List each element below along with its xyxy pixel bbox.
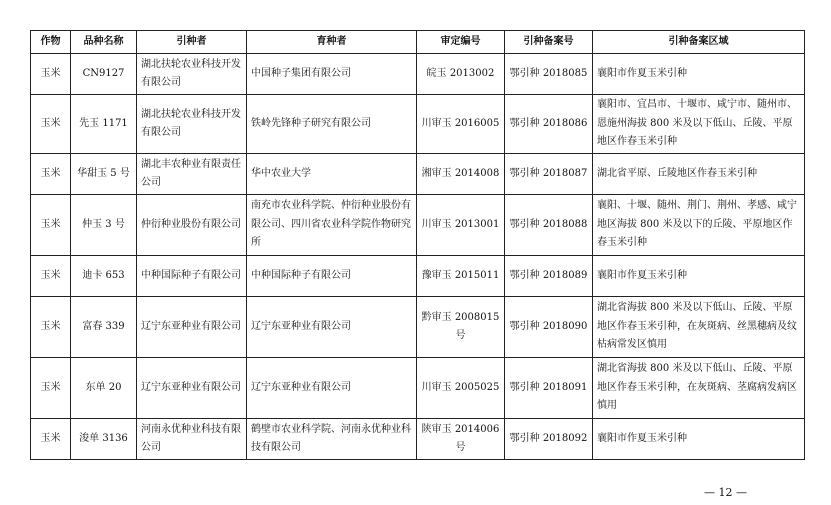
- cell-crop: 玉米: [31, 256, 71, 297]
- cell-crop: 玉米: [31, 419, 71, 460]
- cell-filing-region: 襄阳市、宜昌市、十堰市、咸宁市、随州市、恩施州海拔 800 米及以下低山、丘陵、平原地区作春玉米引种: [593, 95, 805, 154]
- cell-approval-number: 川审玉 2005025: [417, 358, 505, 419]
- cell-variety-name: CN9127: [71, 54, 137, 95]
- cell-breeder: 中种国际种子有限公司: [247, 256, 417, 297]
- cell-crop: 玉米: [31, 195, 71, 256]
- table-header-row: [31, 31, 805, 54]
- header-introducer: 引种者: [137, 31, 247, 54]
- header-filing-region: 引种备案区域: [593, 31, 805, 54]
- cell-introducer: 仲衍种业股份有限公司: [137, 195, 247, 256]
- cell-introducer: 辽宁东亚种业有限公司: [137, 297, 247, 358]
- cell-filing-number: 鄂引种 2018090: [505, 297, 593, 358]
- cell-introducer: 湖北扶轮农业科技开发有限公司: [137, 95, 247, 154]
- cell-breeder: 中国种子集团有限公司: [247, 54, 417, 95]
- cell-breeder: 辽宁东亚种业有限公司: [247, 297, 417, 358]
- cell-filing-number: 鄂引种 2018089: [505, 256, 593, 297]
- cell-breeder: 华中农业大学: [247, 154, 417, 195]
- cell-filing-region: 襄阳市作夏玉米引种: [593, 256, 805, 297]
- cell-variety-name: 仲玉 3 号: [71, 195, 137, 256]
- cell-filing-region: 湖北省平原、丘陵地区作春玉米引种: [593, 154, 805, 195]
- cell-variety-name: 华甜玉 5 号: [71, 154, 137, 195]
- cell-filing-region: 襄阳市作夏玉米引种: [593, 54, 805, 95]
- table-row: [31, 358, 805, 419]
- cell-variety-name: 浚单 3136: [71, 419, 137, 460]
- header-approval-number: 审定编号: [417, 31, 505, 54]
- table-row: [31, 95, 805, 154]
- table-row: [31, 154, 805, 195]
- cell-introducer: 辽宁东亚种业有限公司: [137, 358, 247, 419]
- cell-introducer: 河南永优种业科技有限公司: [137, 419, 247, 460]
- table-row: [31, 54, 805, 95]
- cell-variety-name: 迪卡 653: [71, 256, 137, 297]
- cell-approval-number: 陕审玉 2014006 号: [417, 419, 505, 460]
- cell-filing-number: 鄂引种 2018092: [505, 419, 593, 460]
- cell-crop: 玉米: [31, 95, 71, 154]
- header-crop: 作物: [31, 31, 71, 54]
- cell-approval-number: 湘审玉 2014008: [417, 154, 505, 195]
- header-filing-number: 引种备案号: [505, 31, 593, 54]
- cell-approval-number: 豫审玉 2015011: [417, 256, 505, 297]
- cell-filing-region: 湖北省海拔 800 米及以下低山、丘陵、平原地区作春玉米引种，在灰斑病、茎腐病发病区慎用: [593, 358, 805, 419]
- cell-approval-number: 川审玉 2016005: [417, 95, 505, 154]
- cell-filing-number: 鄂引种 2018088: [505, 195, 593, 256]
- cell-variety-name: 先玉 1171: [71, 95, 137, 154]
- cell-crop: 玉米: [31, 297, 71, 358]
- cell-introducer: 湖北丰农种业有限责任公司: [137, 154, 247, 195]
- cell-filing-number: 鄂引种 2018085: [505, 54, 593, 95]
- header-breeder: 育种者: [247, 31, 417, 54]
- seed-registration-table: [30, 30, 805, 460]
- cell-crop: 玉米: [31, 154, 71, 195]
- cell-breeder: 南充市农业科学院、仲衍种业股份有限公司、四川省农业科学院作物研究所: [247, 195, 417, 256]
- cell-approval-number: 川审玉 2013001: [417, 195, 505, 256]
- cell-filing-number: 鄂引种 2018086: [505, 95, 593, 154]
- table-row: [31, 256, 805, 297]
- cell-approval-number: 皖玉 2013002: [417, 54, 505, 95]
- table-row: [31, 419, 805, 460]
- cell-breeder: 鹤壁市农业科学院、河南永优种业科技有限公司: [247, 419, 417, 460]
- cell-introducer: 湖北扶轮农业科技开发有限公司: [137, 54, 247, 95]
- header-variety-name: 品种名称: [71, 31, 137, 54]
- cell-crop: 玉米: [31, 54, 71, 95]
- cell-breeder: 辽宁东亚种业有限公司: [247, 358, 417, 419]
- cell-crop: 玉米: [31, 358, 71, 419]
- page-number: — 12 —: [704, 486, 747, 499]
- cell-introducer: 中种国际种子有限公司: [137, 256, 247, 297]
- cell-breeder: 铁岭先锋种子研究有限公司: [247, 95, 417, 154]
- cell-variety-name: 东单 20: [71, 358, 137, 419]
- cell-filing-number: 鄂引种 2018087: [505, 154, 593, 195]
- cell-filing-region: 湖北省海拔 800 米及以下低山、丘陵、平原地区作春玉米引种，在灰斑病、丝黑穗病及纹枯病常发区慎用: [593, 297, 805, 358]
- cell-filing-number: 鄂引种 2018091: [505, 358, 593, 419]
- table-row: [31, 195, 805, 256]
- cell-approval-number: 黔审玉 2008015 号: [417, 297, 505, 358]
- table-row: [31, 297, 805, 358]
- cell-filing-region: 襄阳市作夏玉米引种: [593, 419, 805, 460]
- cell-variety-name: 富春 339: [71, 297, 137, 358]
- cell-filing-region: 襄阳、十堰、随州、荆门、荆州、孝感、咸宁地区海拔 800 米及以下的丘陵、平原地区作春玉米引种: [593, 195, 805, 256]
